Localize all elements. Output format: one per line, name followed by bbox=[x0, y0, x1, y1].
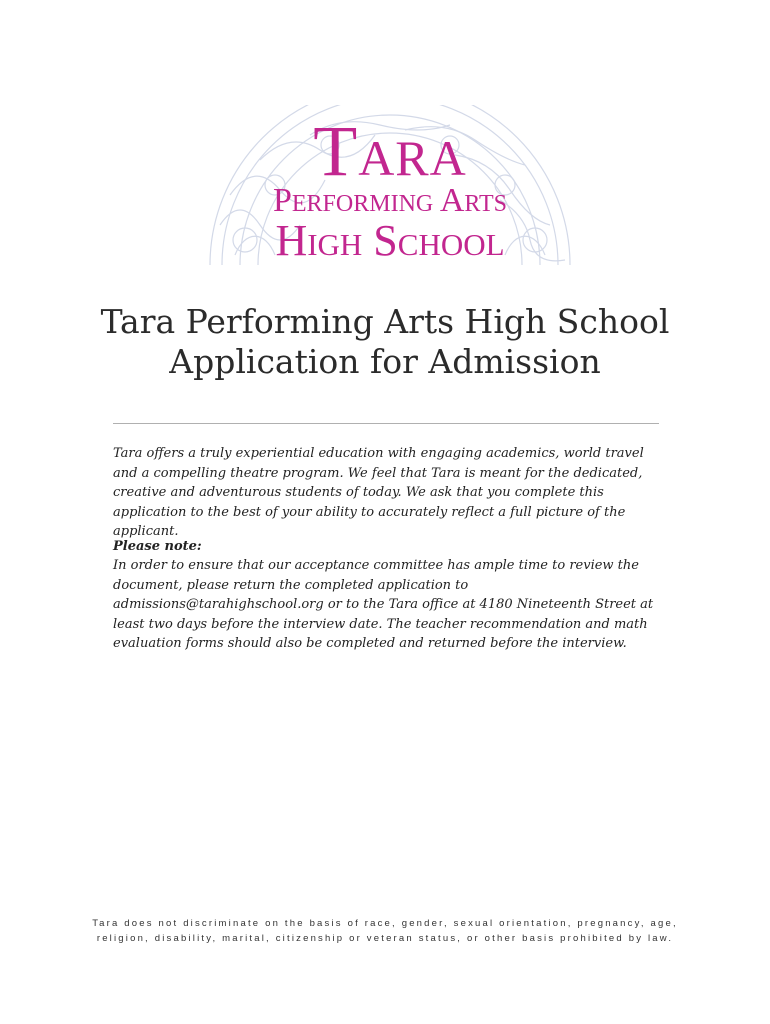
school-logo bbox=[200, 105, 580, 270]
footer-line-2: religion, disability, marital, citizenship or veteran status, or other basis prohibited by law. bbox=[96, 933, 674, 944]
logo-line-performing-arts: Performing Arts bbox=[272, 182, 507, 219]
title-line-2: Application for Admission bbox=[169, 342, 601, 381]
non-discrimination-footer bbox=[70, 916, 700, 946]
divider bbox=[113, 423, 659, 424]
note-paragraph: In order to ensure that our acceptance committee has ample time to review the document, please return the completed application to admissions@tarahighschool.org or to the Tara office at 4180 Nineteenth Street at least two days before the interview date. The teacher recommendation and math evaluation forms should also be completed and returned before the interview. bbox=[113, 558, 654, 651]
note-heading: Please note: bbox=[113, 539, 202, 554]
page-title bbox=[60, 302, 710, 382]
title-line-1: Tara Performing Arts High School bbox=[100, 302, 670, 341]
logo-line-tara: Tara bbox=[313, 111, 467, 191]
logo-line-high-school: High School bbox=[275, 216, 505, 265]
intro-paragraph: Tara offers a truly experiential education with engaging academics, world travel and a compelling theatre program. We feel that Tara is meant for the dedicated, creative and adventurous students of today. We ask that you complete this application to the best of your ability to accurately reflect a full picture of the applicant. bbox=[113, 446, 644, 539]
footer-line-1: Tara does not discriminate on the basis of race, gender, sexual orientation, pregnancy, age, bbox=[92, 918, 678, 929]
